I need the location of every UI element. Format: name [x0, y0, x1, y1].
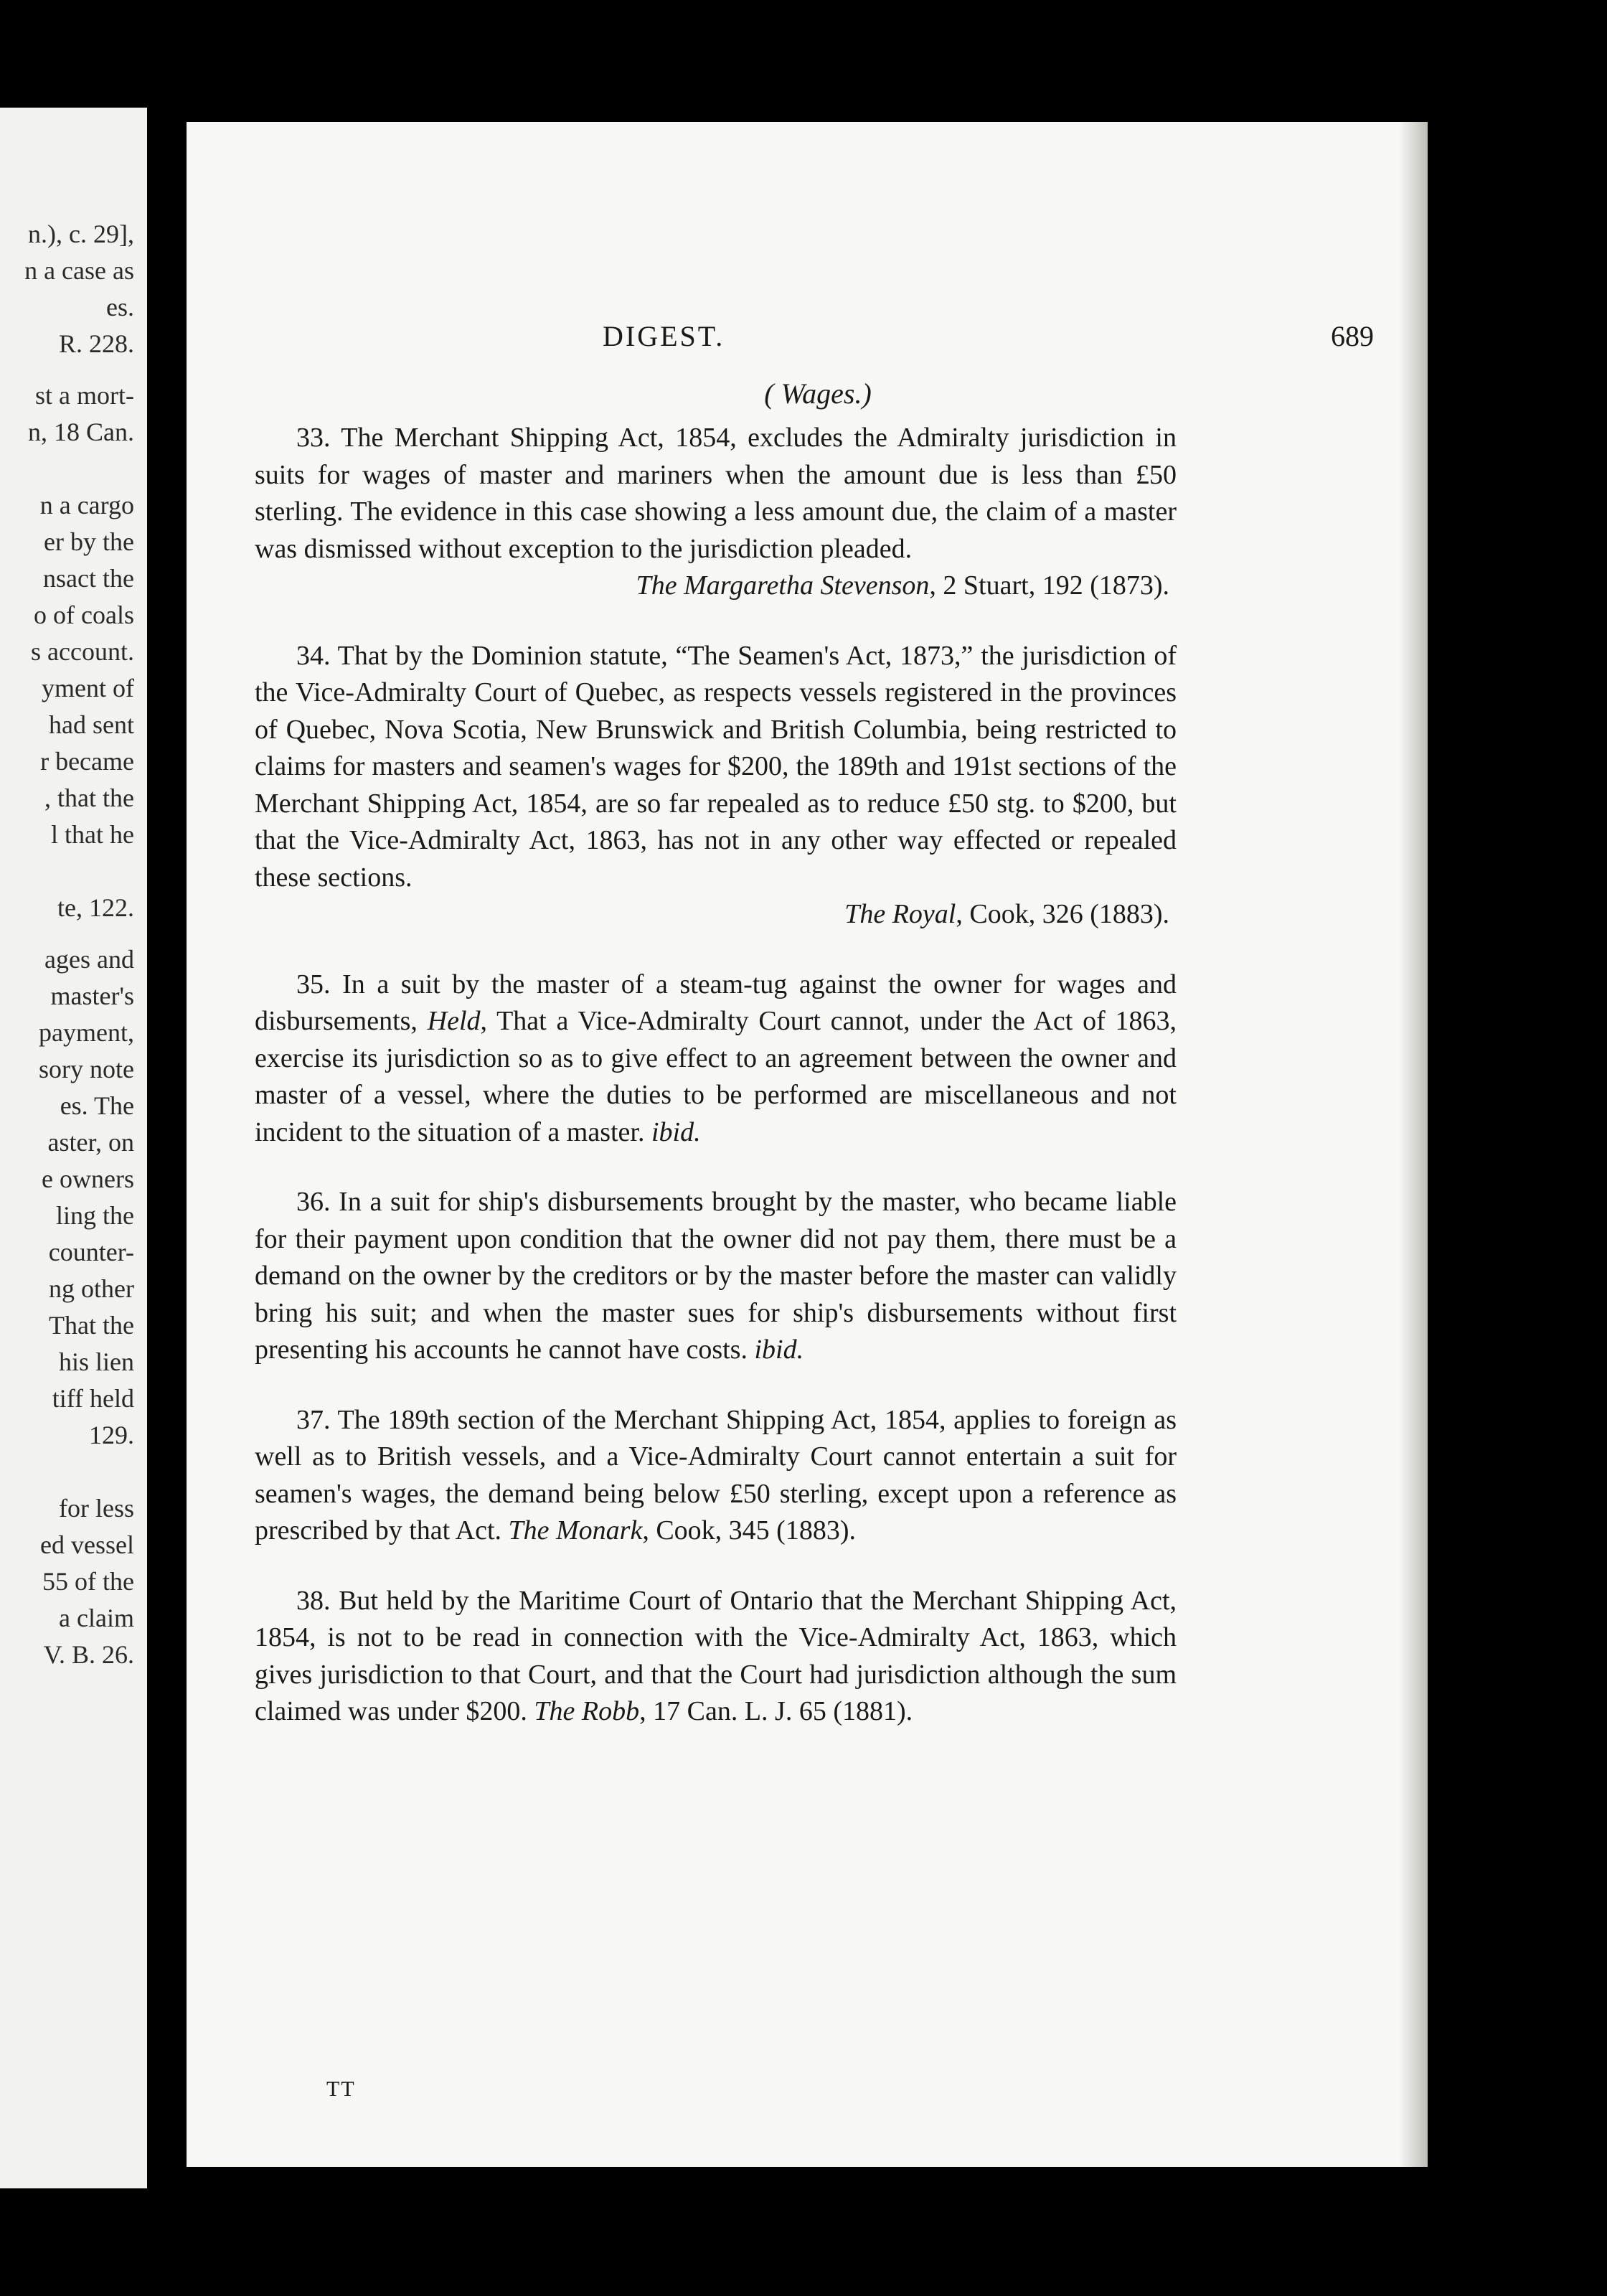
facing-page-line: 55 of the [42, 1567, 134, 1596]
entry-text-before: 35. In a suit by the master of a steam-tug against the owner for wages and disbursements, [255, 969, 1177, 1036]
facing-page-line: aster, on [47, 1128, 134, 1157]
signature-mark: TT [326, 2077, 356, 2101]
facing-page-line: a claim [59, 1604, 134, 1632]
entry-38 [255, 1583, 1177, 1731]
inline-citation: ibid. [754, 1335, 804, 1365]
facing-page-line: s account. [31, 637, 134, 666]
facing-page-line: tiff held [52, 1384, 134, 1413]
citation-rest: , 2 Stuart, 192 (1873). [929, 570, 1169, 601]
entry-text-body: 38. But held by the Maritime Court of Ontario that the Merchant Shipping Act, 1854, is not to be read in connection with the Vice-Admiralty Act, 1863, which gives jurisdiction to that Court, and that the Court had jurisdiction although the sum claimed was under $200. [255, 1585, 1177, 1726]
facing-page-line: te, 122. [57, 893, 134, 922]
facing-page-line: payment, [39, 1018, 134, 1047]
entry-text-body: 36. In a suit for ship's disbursements brought by the master, who became liable for their payment upon condition that the owner did not pay them, there must be a demand on the owner by the creditors or by the master before the master can validly bring his suit; and when the master sues for ship's disbursements without first presenting his accounts he cannot have costs. [255, 1187, 1177, 1365]
facing-page-line: es. The [60, 1091, 134, 1120]
digest-entries [255, 420, 1177, 1764]
entry-text-after: , That a Vice-Admiralty Court cannot, under the Act of 1863, exercise its jurisdiction so as to give effect to an agreement between the owner and master of a vessel, where the duties to be performed are miscellaneous and not incident to the situation of a master. [255, 1006, 1177, 1147]
facing-page-line: R. 228. [58, 329, 134, 358]
entry-text [255, 1184, 1177, 1369]
facing-page-line: ling the [56, 1201, 134, 1230]
entry-36 [255, 1184, 1177, 1369]
facing-page-line: sory note [39, 1055, 134, 1083]
facing-page-line: nsact the [43, 564, 134, 593]
held-word: Held [427, 1006, 481, 1036]
citation-rest: , 17 Can. L. J. 65 (1881). [639, 1696, 913, 1726]
facing-page-line: ng other [49, 1274, 134, 1303]
entry-text [255, 1402, 1177, 1550]
running-head [187, 319, 1428, 362]
case-name: The Robb [534, 1696, 640, 1726]
facing-page-line: yment of [42, 674, 134, 702]
section-heading: ( Wages.) [764, 377, 872, 410]
facing-page-line: ed vessel [40, 1530, 134, 1559]
facing-page-line: master's [50, 982, 134, 1010]
case-name: The Margaretha Stevenson [636, 570, 930, 601]
facing-page-line: That the [49, 1311, 134, 1340]
facing-page-line: ages and [44, 945, 134, 974]
entry-citation [255, 568, 1177, 605]
citation-rest: , Cook, 345 (1883). [642, 1515, 856, 1545]
entry-35 [255, 966, 1177, 1152]
page-number: 689 [1331, 320, 1374, 352]
entry-citation [255, 896, 1177, 933]
book-gutter [147, 0, 187, 2296]
facing-page-line: counter- [48, 1238, 134, 1266]
facing-page-line: r became [40, 747, 134, 776]
facing-page-line: n.), c. 29], [28, 220, 134, 248]
facing-page-line: 129. [89, 1421, 134, 1449]
facing-page-line: for less [59, 1494, 134, 1523]
digest-page [187, 122, 1428, 2167]
facing-page-line: e owners [42, 1165, 134, 1193]
facing-page-line: n a case as [24, 256, 134, 285]
facing-page-line: l that he [51, 820, 134, 849]
entry-34 [255, 638, 1177, 933]
entry-text [255, 966, 1177, 1152]
facing-page-line: V. B. 26. [43, 1640, 134, 1669]
facing-page-line: er by the [44, 527, 134, 556]
entry-text: 33. The Merchant Shipping Act, 1854, excludes the Admiralty jurisdiction in suits for wages of master and mariners when the amount due is less than £50 sterling. The evidence in this case showing a less amount due, the claim of a master was dismissed without exception to the jurisdiction pleaded. [255, 423, 1177, 564]
facing-page-line: o of coals [34, 601, 134, 629]
entry-text [255, 1583, 1177, 1731]
case-name: The Monark [508, 1515, 643, 1545]
facing-page-fragment [0, 108, 147, 2188]
case-name: The Royal [844, 899, 956, 929]
facing-page-line: es. [106, 293, 134, 321]
facing-page-line: n a cargo [39, 491, 134, 519]
facing-page-line: had sent [49, 710, 134, 739]
entry-text: 34. That by the Dominion statute, “The Seamen's Act, 1873,” the jurisdiction of the Vice-Admiralty Court of Quebec, as respects vessels registered in the provinces of Quebec, Nova Scotia, New Brunswick and British Columbia, being restricted to claims for masters and seamen's wages for $200, the 189th and 191st sections of the Merchant Shipping Act, 1854, are so far repealed as to reduce £50 stg. to $200, but that the Vice-Admiralty Act, 1863, has not in any other way effected or repealed these sections. [255, 640, 1177, 893]
entry-37 [255, 1402, 1177, 1550]
entry-text-body: 37. The 189th section of the Merchant Shipping Act, 1854, applies to foreign as well as to British vessels, and a Vice-Admiralty Court cannot entertain a suit for seamen's wages, the demand being below £50 sterling, except upon a reference as prescribed by that Act. [255, 1404, 1177, 1545]
facing-page-line: n, 18 Can. [28, 418, 134, 446]
facing-page-line: his lien [59, 1347, 134, 1376]
citation-rest: , Cook, 326 (1883). [956, 899, 1169, 929]
entry-33 [255, 420, 1177, 605]
facing-page-line: st a mort- [35, 381, 134, 410]
facing-page-line: , that the [44, 784, 134, 812]
page-edge-shadow [1399, 122, 1428, 2167]
running-title: DIGEST. [603, 320, 725, 352]
inline-citation: ibid. [651, 1116, 701, 1147]
